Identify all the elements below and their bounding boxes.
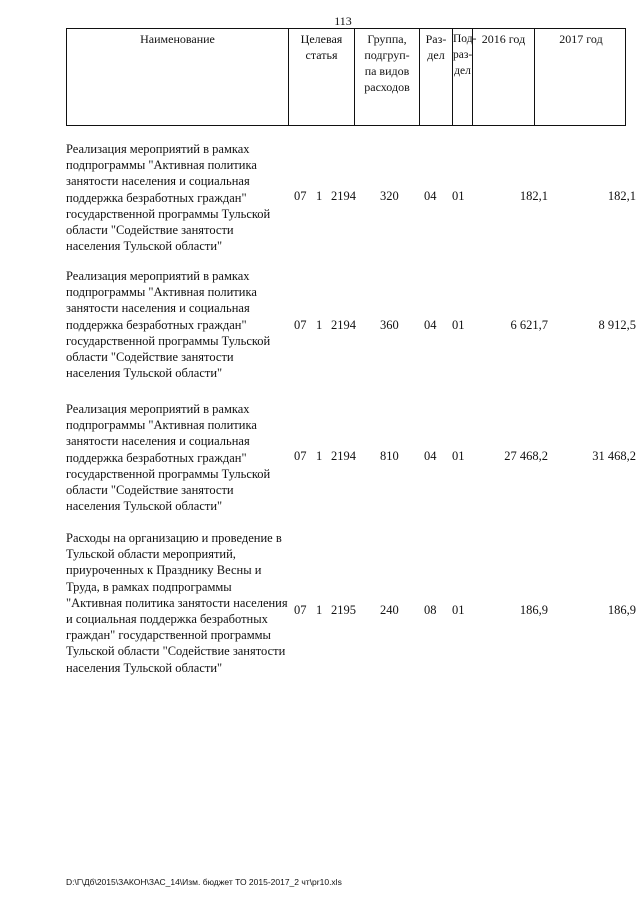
amount-2017: 182,1 [607,189,636,203]
header-subsection-line: дел [454,65,471,77]
section: 04 [424,318,437,332]
header-year-2016 [473,31,534,47]
header-name-label: Наименование [140,32,215,46]
amount-2017: 8 912,5 [598,318,636,332]
amount-2016: 182,1 [519,189,548,203]
section: 04 [424,189,437,203]
target-code-subprogram: 1 [316,189,323,203]
target-code-direction: 2195 [331,603,356,617]
row-name: Реализация мероприятий в рамках подпрограммы "Активная политика занятости населения и социальная поддержка безработных граждан" государственной программы Тульской области "Содействие занятости населения Тульской области" [66,402,271,514]
header-group-line: расходов [364,80,410,94]
amount-2016: 27 468,2 [504,449,548,463]
section: 08 [424,603,437,617]
header-expense-group [355,31,419,95]
row-name: Реализация мероприятий в рамках подпрограммы "Активная политика занятости населения и социальная поддержка безработных граждан" государственной программы Тульской области "Содействие занятости населения Тульской области" [66,269,271,381]
table-row [66,141,636,254]
row-name: Реализация мероприятий в рамках подпрограммы "Активная политика занятости населения и социальная поддержка безработных граждан" государственной программы Тульской области "Содействие занятости населения Тульской области" [66,142,271,254]
amount-2016: 6 621,7 [510,318,548,332]
subsection: 01 [452,603,465,617]
page-number: 113 [334,14,352,28]
header-name [67,31,288,47]
target-code-subprogram: 1 [316,603,323,617]
expense-group: 360 [380,318,399,332]
header-subsection [453,31,477,79]
amount-2016: 186,9 [519,603,548,617]
target-code-program: 07 [294,189,307,203]
header-group-line: подгруп- [364,48,410,62]
target-code-direction: 2194 [331,449,356,463]
target-code-program: 07 [294,318,307,332]
section: 04 [424,449,437,463]
amount-2017: 186,9 [607,603,636,617]
header-group-line: па видов [364,64,410,78]
target-code-direction: 2194 [331,189,356,203]
header-target-line: Целевая [300,32,343,46]
subsection: 01 [452,449,465,463]
header-year-2017 [535,31,627,47]
amount-2017: 31 468,2 [592,449,636,463]
header-target-line: статья [305,48,338,62]
target-code-program: 07 [294,603,307,617]
target-code-subprogram: 1 [316,318,323,332]
header-section-line: Раз- [425,32,447,46]
expense-group: 320 [380,189,399,203]
target-code-subprogram: 1 [316,449,323,463]
row-name: Расходы на организацию и проведение в Тульской области мероприятий, приуроченных к Празднику Весны и Труда, в рамках подпрограммы "Активная политика занятости населения и социальная поддержка безработных граждан" государственной программы Тульской области "Содействие занятости населения Тульской области" [66,531,288,675]
header-section-line: дел [427,48,445,62]
header-subsection-line: раз- [453,49,473,61]
table-row [66,401,636,514]
file-path-footer: D:\Г\Дб\2015\ЗАКОН\ЗАС_14\Изм. бюджет ТО 2015-2017_2 чт\pr10.xls [66,877,342,887]
header-subsection-line: Под- [453,33,477,45]
header-group-line: Группа, [367,32,407,46]
subsection: 01 [452,189,465,203]
target-code-program: 07 [294,449,307,463]
table-row [66,268,636,381]
expense-group: 240 [380,603,399,617]
header-year-2017-label: 2017 год [559,32,603,46]
header-year-2016-label: 2016 год [481,32,526,46]
table-row [66,530,636,692]
header-target-article [289,31,354,63]
table-header [66,28,626,126]
header-section [420,31,452,63]
subsection: 01 [452,318,465,332]
target-code-direction: 2194 [331,318,356,332]
expense-group: 810 [380,449,399,463]
